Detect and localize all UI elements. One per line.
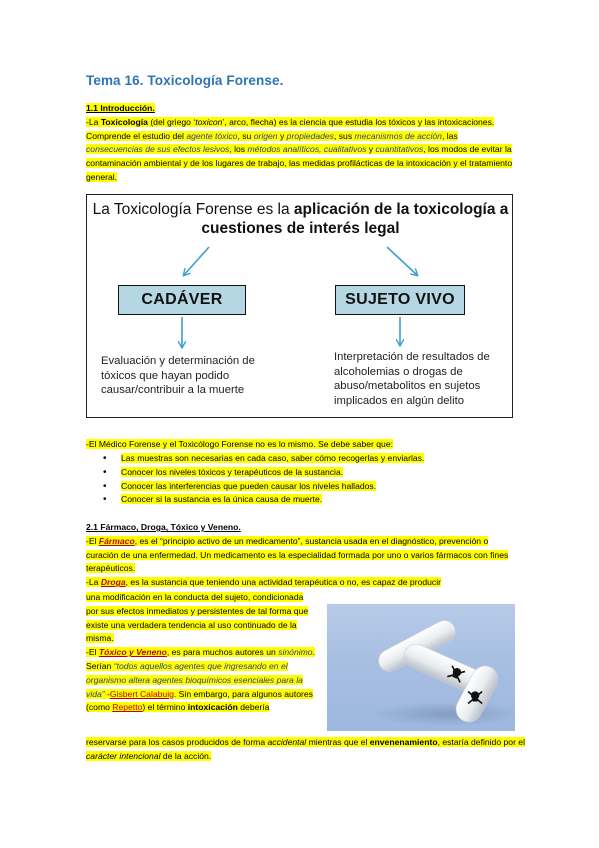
text-run: -El bbox=[86, 647, 99, 658]
text-run: , es el “principio activo de un medicamento”, sustancia usada en el diagnóstico, prevención o curación de una enfermedad. Un medicamento es la especialidad formada por uno o varios fármacos con fines terapéuticos. bbox=[86, 535, 509, 574]
box-cadaver: CADÁVER bbox=[118, 285, 246, 315]
arrow-right bbox=[387, 247, 417, 275]
text-run: mientras que el bbox=[306, 737, 370, 747]
term-toxicologia: Toxicología bbox=[100, 116, 148, 127]
text-run: , su bbox=[237, 130, 254, 141]
pills-illustration bbox=[327, 604, 515, 731]
text-run: - bbox=[104, 688, 110, 699]
quote-text: “todos aquellos agentes que ingresando en el organismo altera agentes bioquímicos esenciales para la vida” bbox=[86, 660, 303, 699]
list-item bbox=[100, 480, 424, 494]
text-run: , los modos de evitar la contaminación ambiental y de los lugares de trabajo, las medidas profilácticas de la intoxicación y el tratamiento general. bbox=[86, 144, 513, 182]
list-item bbox=[100, 493, 424, 507]
term-sinonimo: sinónimo bbox=[278, 647, 313, 658]
text-run: y bbox=[277, 130, 287, 141]
forense-intro bbox=[86, 438, 526, 452]
text-run: -El bbox=[86, 535, 99, 546]
text-run: ’, arco, flecha) es la ciencia que estudia los tóxicos y las intoxicaciones. Comprende el estudio del bbox=[86, 116, 495, 141]
text-run: , los bbox=[229, 144, 248, 155]
forense-intro-text: -El Médico Forense y el Toxicólogo Forense no es lo mismo. Se debe saber que: bbox=[86, 439, 393, 449]
author-repetto: Repetto bbox=[112, 702, 143, 713]
list-item bbox=[100, 452, 424, 466]
term-metodos: métodos analíticos, cualitativos bbox=[247, 144, 367, 155]
arrow-left bbox=[184, 247, 209, 275]
term-envenenamiento: envenenamiento bbox=[369, 737, 438, 747]
text-run: , es para muchos autores un bbox=[166, 647, 279, 658]
section-heading: 1.1 Introducción. bbox=[86, 103, 155, 113]
droga-paragraph-start bbox=[86, 576, 516, 590]
description-cadaver: Evaluación y determinación de tóxicos que hayan podido causar/contribuir a la muerte bbox=[101, 355, 255, 397]
section-introduction bbox=[86, 102, 516, 185]
list-item-text: Conocer si la sustancia es la única causa de muerte. bbox=[121, 494, 323, 505]
text-run: ) el término bbox=[142, 702, 188, 713]
box-sujeto-vivo: SUJETO VIVO bbox=[335, 285, 465, 315]
pills-skull-image bbox=[327, 604, 515, 731]
text-run: de la acción. bbox=[160, 750, 212, 761]
term-propiedades: propiedades bbox=[286, 130, 334, 141]
term-toxico-veneno: Tóxico y Veneno bbox=[98, 647, 167, 658]
term-agente-toxico: agente tóxico bbox=[186, 130, 238, 141]
text-run: , es la sustancia que teniendo una actividad terapéutica o no, es capaz de producir bbox=[125, 577, 441, 588]
text-run: -La bbox=[86, 116, 101, 127]
text-run: , estaría definido por el bbox=[437, 737, 526, 747]
text-run: (del griego ‘ bbox=[147, 116, 196, 127]
section-heading: 2.1 Fármaco, Droga, Tóxico y Veneno. bbox=[86, 522, 241, 532]
requirements-list bbox=[100, 452, 424, 507]
toxicology-diagram bbox=[86, 194, 513, 418]
text-run: . Serían bbox=[86, 647, 315, 671]
text-run: -La bbox=[86, 577, 101, 588]
text-run: , sus bbox=[333, 130, 355, 141]
text-run: una modificación en la conducta del sujeto, condicionada por sus efectos inmediatos y persistentes de tal forma que existe una verdadera tendencia al uso continuado de la misma. bbox=[86, 592, 309, 644]
section-definitions bbox=[86, 521, 516, 590]
text-run: , las bbox=[441, 130, 458, 141]
term-intencional: carácter intencional bbox=[86, 750, 161, 761]
term-droga: Droga bbox=[100, 577, 126, 588]
term-mecanismos: mecanismos de acción bbox=[354, 130, 442, 141]
diagram-title-bold: aplicación de la toxicología a cuestiones de interés legal bbox=[201, 201, 509, 237]
text-run: debería bbox=[237, 702, 270, 713]
list-item-text: Las muestras son necesarias en cada caso, saber cómo recogerlas y enviarlas. bbox=[121, 453, 425, 463]
diagram-title-plain: La Toxicología Forense es la bbox=[92, 201, 294, 218]
text-run: reservarse para los casos producidos de forma bbox=[86, 737, 268, 747]
introduction-paragraph bbox=[86, 117, 512, 182]
term-intoxicacion: intoxicación bbox=[187, 702, 238, 713]
wrapped-text-column bbox=[86, 591, 318, 715]
text-run: . Sin embargo, para algunos autores (como bbox=[86, 688, 313, 713]
document-title: Tema 16. Toxicología Forense. bbox=[86, 73, 284, 88]
term-cuantitativos: cuantitativos bbox=[375, 144, 424, 155]
term-origen: origen bbox=[253, 130, 278, 141]
toxico-paragraph-end bbox=[86, 736, 526, 764]
list-item-text: Conocer las interferencias que pueden causar los niveles hallados. bbox=[121, 480, 377, 491]
farmaco-paragraph bbox=[86, 535, 516, 576]
list-item bbox=[100, 466, 424, 480]
author-gisbert: Gisbert Calabuig bbox=[109, 688, 174, 699]
term-toxicon: toxicon bbox=[195, 116, 223, 127]
term-accidental: accidental bbox=[267, 737, 307, 747]
droga-paragraph-rest bbox=[86, 591, 318, 646]
term-consecuencias: consecuencias de sus efectos lesivos bbox=[86, 144, 230, 155]
description-sujeto-vivo: Interpretación de resultados de alcoholemias o drogas de abuso/metabolitos en sujetos implicados en algún delito bbox=[334, 351, 490, 407]
text-run: y bbox=[366, 144, 376, 155]
term-farmaco: Fármaco bbox=[98, 535, 135, 546]
toxico-paragraph bbox=[86, 646, 318, 715]
list-item-text: Conocer los niveles tóxicos y terapéuticos de la sustancia. bbox=[121, 466, 344, 477]
